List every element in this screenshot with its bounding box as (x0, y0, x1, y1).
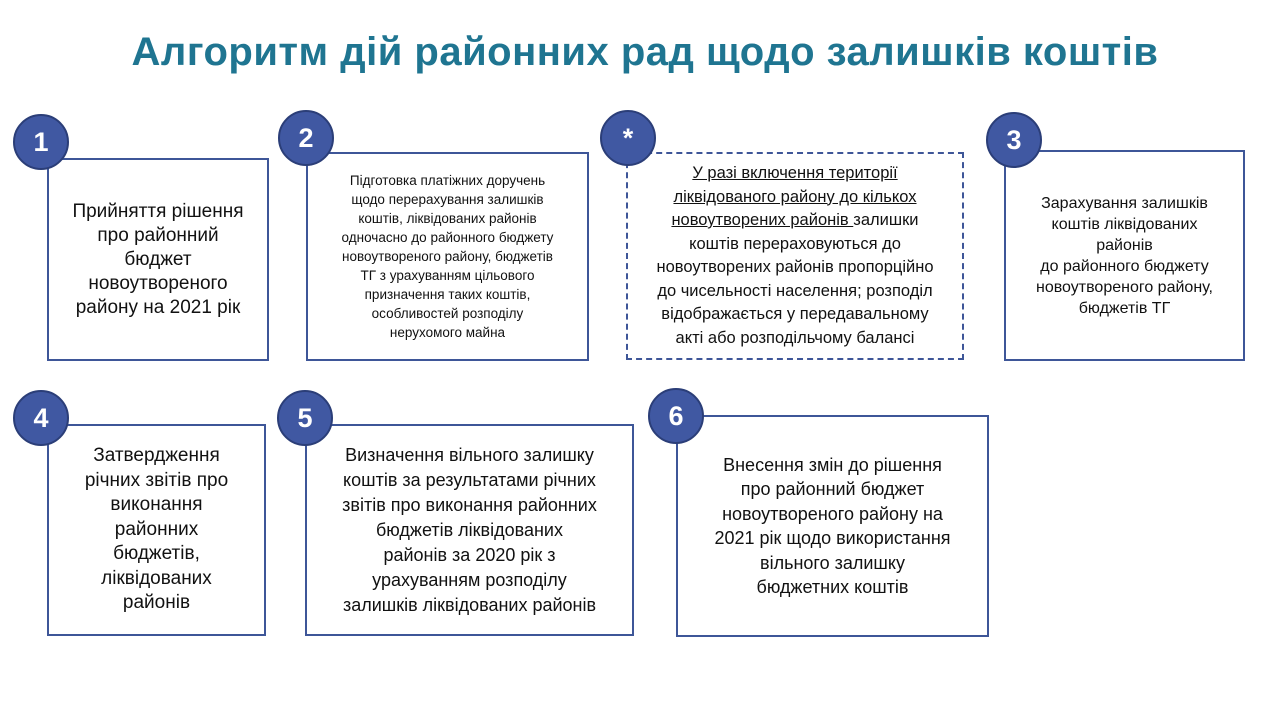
step-2-box (306, 152, 589, 361)
step-1-badge: 1 (13, 114, 69, 170)
step-3-text: Зарахування залишків коштів ліквідованих районів до районного бюджету новоутвореного району, бюджетів ТГ (1036, 194, 1213, 317)
step-1-box (47, 158, 269, 361)
step-5-text: Визначення вільного залишку коштів за результатами річних звітів про виконання районних бюджетів ліквідованих районів за 2020 рік з урахуванням розподілу залишків ліквідованих районів (342, 444, 597, 615)
step-6-badge: 6 (648, 388, 704, 444)
step-1-text: Прийняття рішення про районний бюджет новоутвореного району на 2021 рік (72, 200, 244, 318)
step-6-box (676, 415, 989, 637)
page-title: Алгоритм дій районних рад щодо залишків коштів (131, 30, 1159, 74)
step-note-rest-text: залишки коштів перераховуються до новоутворених районів пропорційно до чисельності населення; розподіл відображається у передавальному акті або розподільчому балансі (656, 211, 934, 347)
step-5-box (305, 424, 634, 636)
step-6-text: Внесення змін до рішення про районний бюджет новоутвореного району на 2021 рік щодо використання вільного залишку бюджетних коштів (714, 454, 951, 597)
step-3-badge: 3 (986, 112, 1042, 168)
step-2-badge: 2 (278, 110, 334, 166)
step-5-badge: 5 (277, 390, 333, 446)
step-4-text: Затвердження річних звітів про виконання районних бюджетів, ліквідованих районів (84, 445, 229, 614)
step-note-underlined-text: У разі включення території ліквідованого району до кількох новоутворених районів (671, 164, 917, 229)
step-note-box (626, 152, 964, 360)
step-4-box (47, 424, 266, 636)
step-note-text (656, 162, 933, 350)
step-4-badge: 4 (13, 390, 69, 446)
step-note-badge: * (600, 110, 656, 166)
step-2-text: Підготовка платіжних доручень щодо перерахування залишків коштів, ліквідованих районів одночасно до районного бюджету новоутвореного району, бюджетів ТГ з урахуванням цільового призначення таких коштів, особливостей розподілу нерухомого майна (341, 173, 554, 340)
step-3-box (1004, 150, 1245, 361)
